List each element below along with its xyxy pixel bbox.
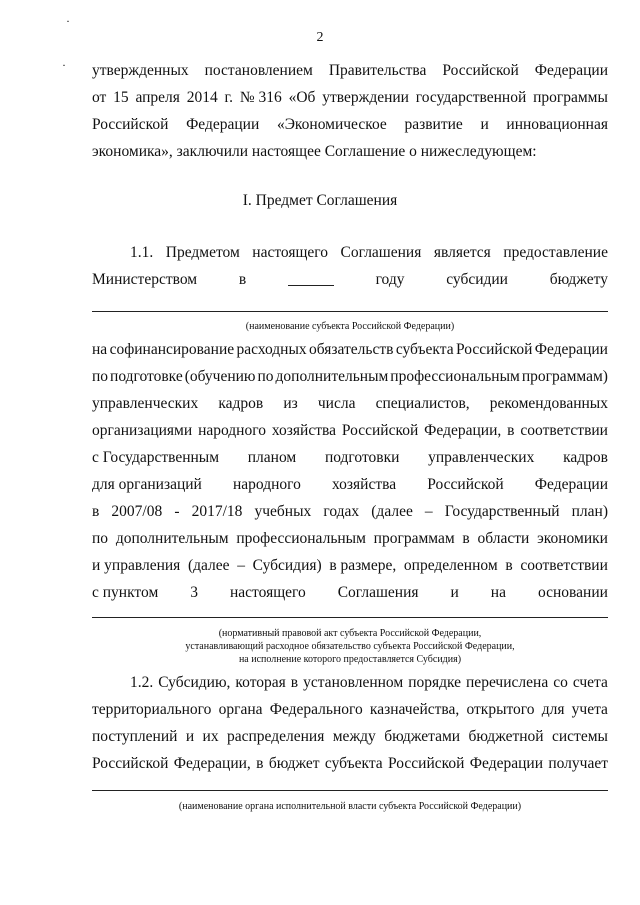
word: «Экономическое [276,116,387,133]
word: предоставление [503,244,608,261]
paragraph-line [92,584,608,602]
word: программы [533,89,608,106]
paragraph-line [92,341,608,359]
word: в [290,674,299,691]
word: Предметом [165,244,240,261]
word: 2007/08 [111,503,163,520]
word: в [238,271,247,288]
word: Правительства [328,62,427,79]
word: (обучению [184,368,256,385]
word: хозяйства [271,422,336,439]
word: в [505,557,513,574]
word: территориального [92,701,212,718]
word: управленческих [428,449,535,466]
word: Федерации [469,755,543,772]
word: органа [218,701,263,718]
word: настоящего [229,584,306,601]
word: перечислена [466,674,549,691]
word: профессиональным [390,368,520,385]
word: № 316 [239,89,282,106]
word: Российской [427,476,504,493]
word: по [257,368,274,385]
word: системы [552,728,608,745]
word: кадров [563,449,608,466]
word: и [450,584,459,601]
word: 3 [190,584,198,601]
paragraph-line [92,89,608,107]
word: Российской [388,755,465,772]
paragraph-line [92,503,608,521]
word: Федерального [269,701,363,718]
word: получает [548,755,608,772]
paragraph-line [92,422,608,440]
word: из [283,395,298,412]
word: Соглашения [340,244,422,261]
word: области [477,530,530,547]
word: государственной [415,89,527,106]
field-caption: (наименование органа исполнительной власти субъекта Российской Федерации) [178,801,522,812]
word: соответствии [520,422,608,439]
caption-line: (нормативный правовой акт субъекта Российской Федерации, [218,628,482,639]
word: 1.1. [130,244,154,261]
word: Федерации [534,476,608,493]
word: планом [247,449,297,466]
word: постановлением [204,62,313,79]
word: экономики [537,530,608,547]
fill-in-line[interactable] [92,311,608,312]
word: кадров [218,395,264,412]
word: - [174,503,180,520]
word: Федерации, [424,422,502,439]
paragraph-line [92,557,608,575]
word: для [541,701,565,718]
caption-line: устанавливающий расходное обязательство субъекта Российской Федерации, [185,641,515,652]
paragraph-line [92,728,608,746]
field-caption: (наименование субъекта Российской Федерации) [245,321,455,332]
word: «Об [288,89,316,106]
word: Федерации, [173,755,251,772]
word: расходных [236,341,307,358]
word: Российской [442,62,519,79]
word: народного [232,476,301,493]
word: г. [224,89,234,106]
fill-in-line[interactable] [92,790,608,791]
word: утвержденных [92,62,189,79]
word: настоящего [252,244,329,261]
word: инновационная [506,116,608,133]
paragraph-line [92,701,608,719]
word: Российской [455,341,533,358]
word: подготовке [110,368,183,385]
word: в [92,503,100,520]
field-caption [0,627,640,666]
word: Российской [92,755,169,772]
word: субъекта [324,755,383,772]
word: для организаций [92,476,202,493]
word: хозяйства [332,476,397,493]
word: определенном [403,557,498,574]
word: Государственный [444,503,560,520]
word: Субсидия) [252,557,322,574]
paragraph-line [92,449,608,467]
word: учета [571,701,608,718]
word: 2017/18 [191,503,243,520]
word: профессиональным [236,530,366,547]
word: (далее [371,503,413,520]
paragraph-line [92,116,608,134]
word: соответствии [520,557,608,574]
word: по [92,530,109,547]
word: установленном [303,674,404,691]
paragraph-line [130,674,608,692]
word: бюджет [268,755,320,772]
word: дополнительным [275,368,389,385]
word: и [480,116,489,133]
word: субсидии [446,271,508,288]
word: порядке [408,674,462,691]
word: которая [235,674,286,691]
word: апреля [135,89,180,106]
word: счета [572,674,608,691]
paragraph-line [92,530,608,548]
word: подготовки [324,449,400,466]
word: (далее [187,557,230,574]
word: 2014 [186,89,218,106]
word: в [462,530,470,547]
word: Субсидию, [158,674,231,691]
paragraph-text: экономика», заключили настоящее Соглашение о нижеследующем: [92,143,537,160]
word: 1.2. [130,674,154,691]
scan-speck: · [62,58,66,72]
word: в [507,422,515,439]
word: программам [373,530,455,547]
word: – [424,503,433,520]
paragraph-line [92,395,608,413]
word: бюджету [549,271,608,288]
word: рекомендованных [489,395,608,412]
word: на [490,584,506,601]
word: с Государственным [92,449,220,466]
paragraph-line [130,244,608,262]
word: Соглашения [337,584,419,601]
word: их [202,728,219,745]
paragraph-line [92,476,608,494]
fill-in-line[interactable] [92,617,608,618]
word: Федерации [186,116,260,133]
word: народного [198,422,266,439]
word: поступлений [92,728,178,745]
word: годах [323,503,360,520]
word: дополнительным [115,530,229,547]
word: Федерации [534,341,608,358]
paragraph-line [92,755,608,773]
word: Российской [341,422,419,439]
word: и управления [92,557,181,574]
word: – [237,557,245,574]
word: с пунктом [92,584,159,601]
word: является [433,244,491,261]
word: и [185,728,195,745]
word: 15 [113,89,129,106]
word: в [256,755,264,772]
word: по [92,368,109,385]
word: бюджетной [468,728,544,745]
year-blank-field[interactable] [288,271,334,286]
word: субъекта [395,341,454,358]
paragraph-line [92,368,608,386]
word: от [92,89,107,106]
word: Министерством [92,271,198,288]
paragraph-line [92,62,608,80]
page-number: 2 [316,30,324,45]
section-heading: I. Предмет Соглашения [242,192,398,209]
word: на [92,341,108,358]
caption-line: на исполнение которого предоставляется Субсидия) [238,654,462,665]
word: Федерации [534,62,608,79]
word: учебных [254,503,312,520]
word: бюджетами [384,728,461,745]
paragraph-line [92,271,608,289]
word: развитие [404,116,463,133]
word: в размере, [329,557,397,574]
word: утверждении [322,89,409,106]
word: открытого [466,701,535,718]
word: программам) [521,368,608,385]
word: году [375,271,405,288]
word: план) [571,503,608,520]
word: Российской [92,116,169,133]
word: управленческих [92,395,199,412]
word: со [553,674,568,691]
word: казначейства, [369,701,460,718]
word: специалистов, [375,395,470,412]
word: распределения [227,728,325,745]
word: между [332,728,376,745]
scan-speck: · [66,14,70,28]
word: обязательств [309,341,394,358]
word: основании [537,584,608,601]
word: софинансирование [109,341,235,358]
word: организациями [92,422,193,439]
paragraph-line [92,143,608,161]
word: числа [317,395,356,412]
